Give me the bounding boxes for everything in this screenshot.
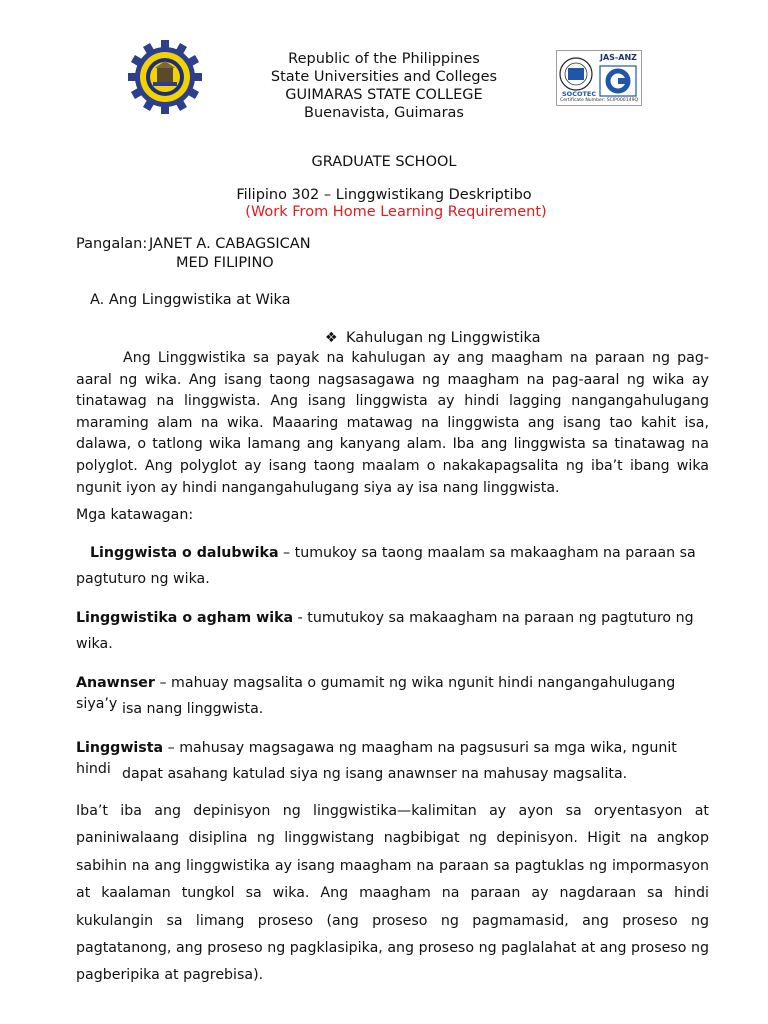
header-suc: State Universities and Colleges — [270, 69, 498, 85]
cert-number: Certificate Number: SCIP000149Q — [560, 98, 639, 103]
header-location: Buenavista, Guimaras — [304, 105, 464, 121]
term-name: Linggwista o dalubwika — [90, 545, 279, 561]
graduate-school-title: GRADUATE SCHOOL — [311, 154, 457, 170]
term-item — [76, 608, 716, 629]
header-republic: Republic of the Philippines — [288, 51, 480, 67]
paragraph-definition: Ang Linggwistika sa payak na kahulugan ay ang maagham na paraan ng pag-aaral ng wika. Ang isang taong nagsasagawa ng maagham na pag-aaral ng wika ay tinatawag na linggwista. Ang isang linggwista ay hindi lagging nangangahulugang maraming alam na wika. Maaaring matawag na linggwista ang isang tao kahit isa, dalawa, o tatlong wika lamang ang kanyang alam. Iba ang linggwista sa tinatawag na polyglot. Ang polyglot ay isang taong maalam o nakakapagsalita ng iba’t ibang wika ngunit iyon ay hindi nangangahulugang siya ay isa nang linggwista. — [76, 350, 709, 496]
term-definition: – mahuay magsalita o gumamit ng wika ngunit hindi nangangahulugang siya’y — [76, 675, 676, 712]
term-name: Linggwistika o agham wika — [76, 610, 294, 626]
term-name: Linggwista — [76, 740, 164, 756]
name-value: JANET A. CABAGSICAN — [149, 236, 311, 252]
requirement-note: (Work From Home Learning Requirement) — [245, 204, 547, 220]
section-a-heading: A. Ang Linggwistika at Wika — [90, 292, 291, 308]
cert-name: SOCOTEC — [562, 90, 597, 98]
name-label: Pangalan: — [76, 236, 148, 252]
header-college: GUIMARAS STATE COLLEGE — [285, 87, 483, 103]
term-definition: – mahusay magsagawa ng maagham na pagsusuri sa mga wika, ngunit hindi — [76, 740, 677, 777]
cert-brand: JAS-ANZ — [600, 53, 637, 62]
bullet-icon: ❖ — [325, 330, 338, 346]
degree-value: MED FILIPINO — [176, 255, 274, 271]
term-continuation: pagtuturo ng wika. — [76, 571, 210, 587]
course-title: Filipino 302 – Linggwistikang Deskriptibo — [236, 187, 532, 203]
term-continuation: isa nang linggwista. — [122, 701, 264, 717]
subsection-heading: Kahulugan ng Linggwistika — [346, 330, 541, 346]
terms-heading: Mga katawagan: — [76, 507, 194, 523]
term-definition: - tumutukoy sa makaagham na paraan ng pagtuturo ng — [293, 610, 694, 626]
term-name: Anawnser — [76, 675, 155, 691]
term-continuation: dapat asahang katulad siya ng isang anawnser na mahusay magsalita. — [122, 766, 628, 782]
term-item — [90, 543, 720, 564]
paragraph-definitions-vary: Iba’t iba ang depinisyon ng linggwistika—kalimitan ay ayon sa oryentasyon at paniniwalaang disiplina ng linggwistang nagbibigat ng depinisyon. Higit na angkop sabihin na ang linggwistika ay isang maagham na paraan sa pagtuklas ng impormasyon at kaalaman tungkol sa wika. Ang maagham na paraan ay nagdaraan sa hindi kukulangin sa limang proseso (ang proseso ng pagmamasid, ang proseso ng pagtatanong, ang proseso ng pagklasipika, ang proseso ng paglalahat at ang proseso ng pagberipika at pagrebisa). — [76, 803, 709, 984]
term-definition: – tumukoy sa taong maalam sa makaagham na paraan sa — [278, 545, 696, 561]
term-continuation: wika. — [76, 636, 113, 652]
